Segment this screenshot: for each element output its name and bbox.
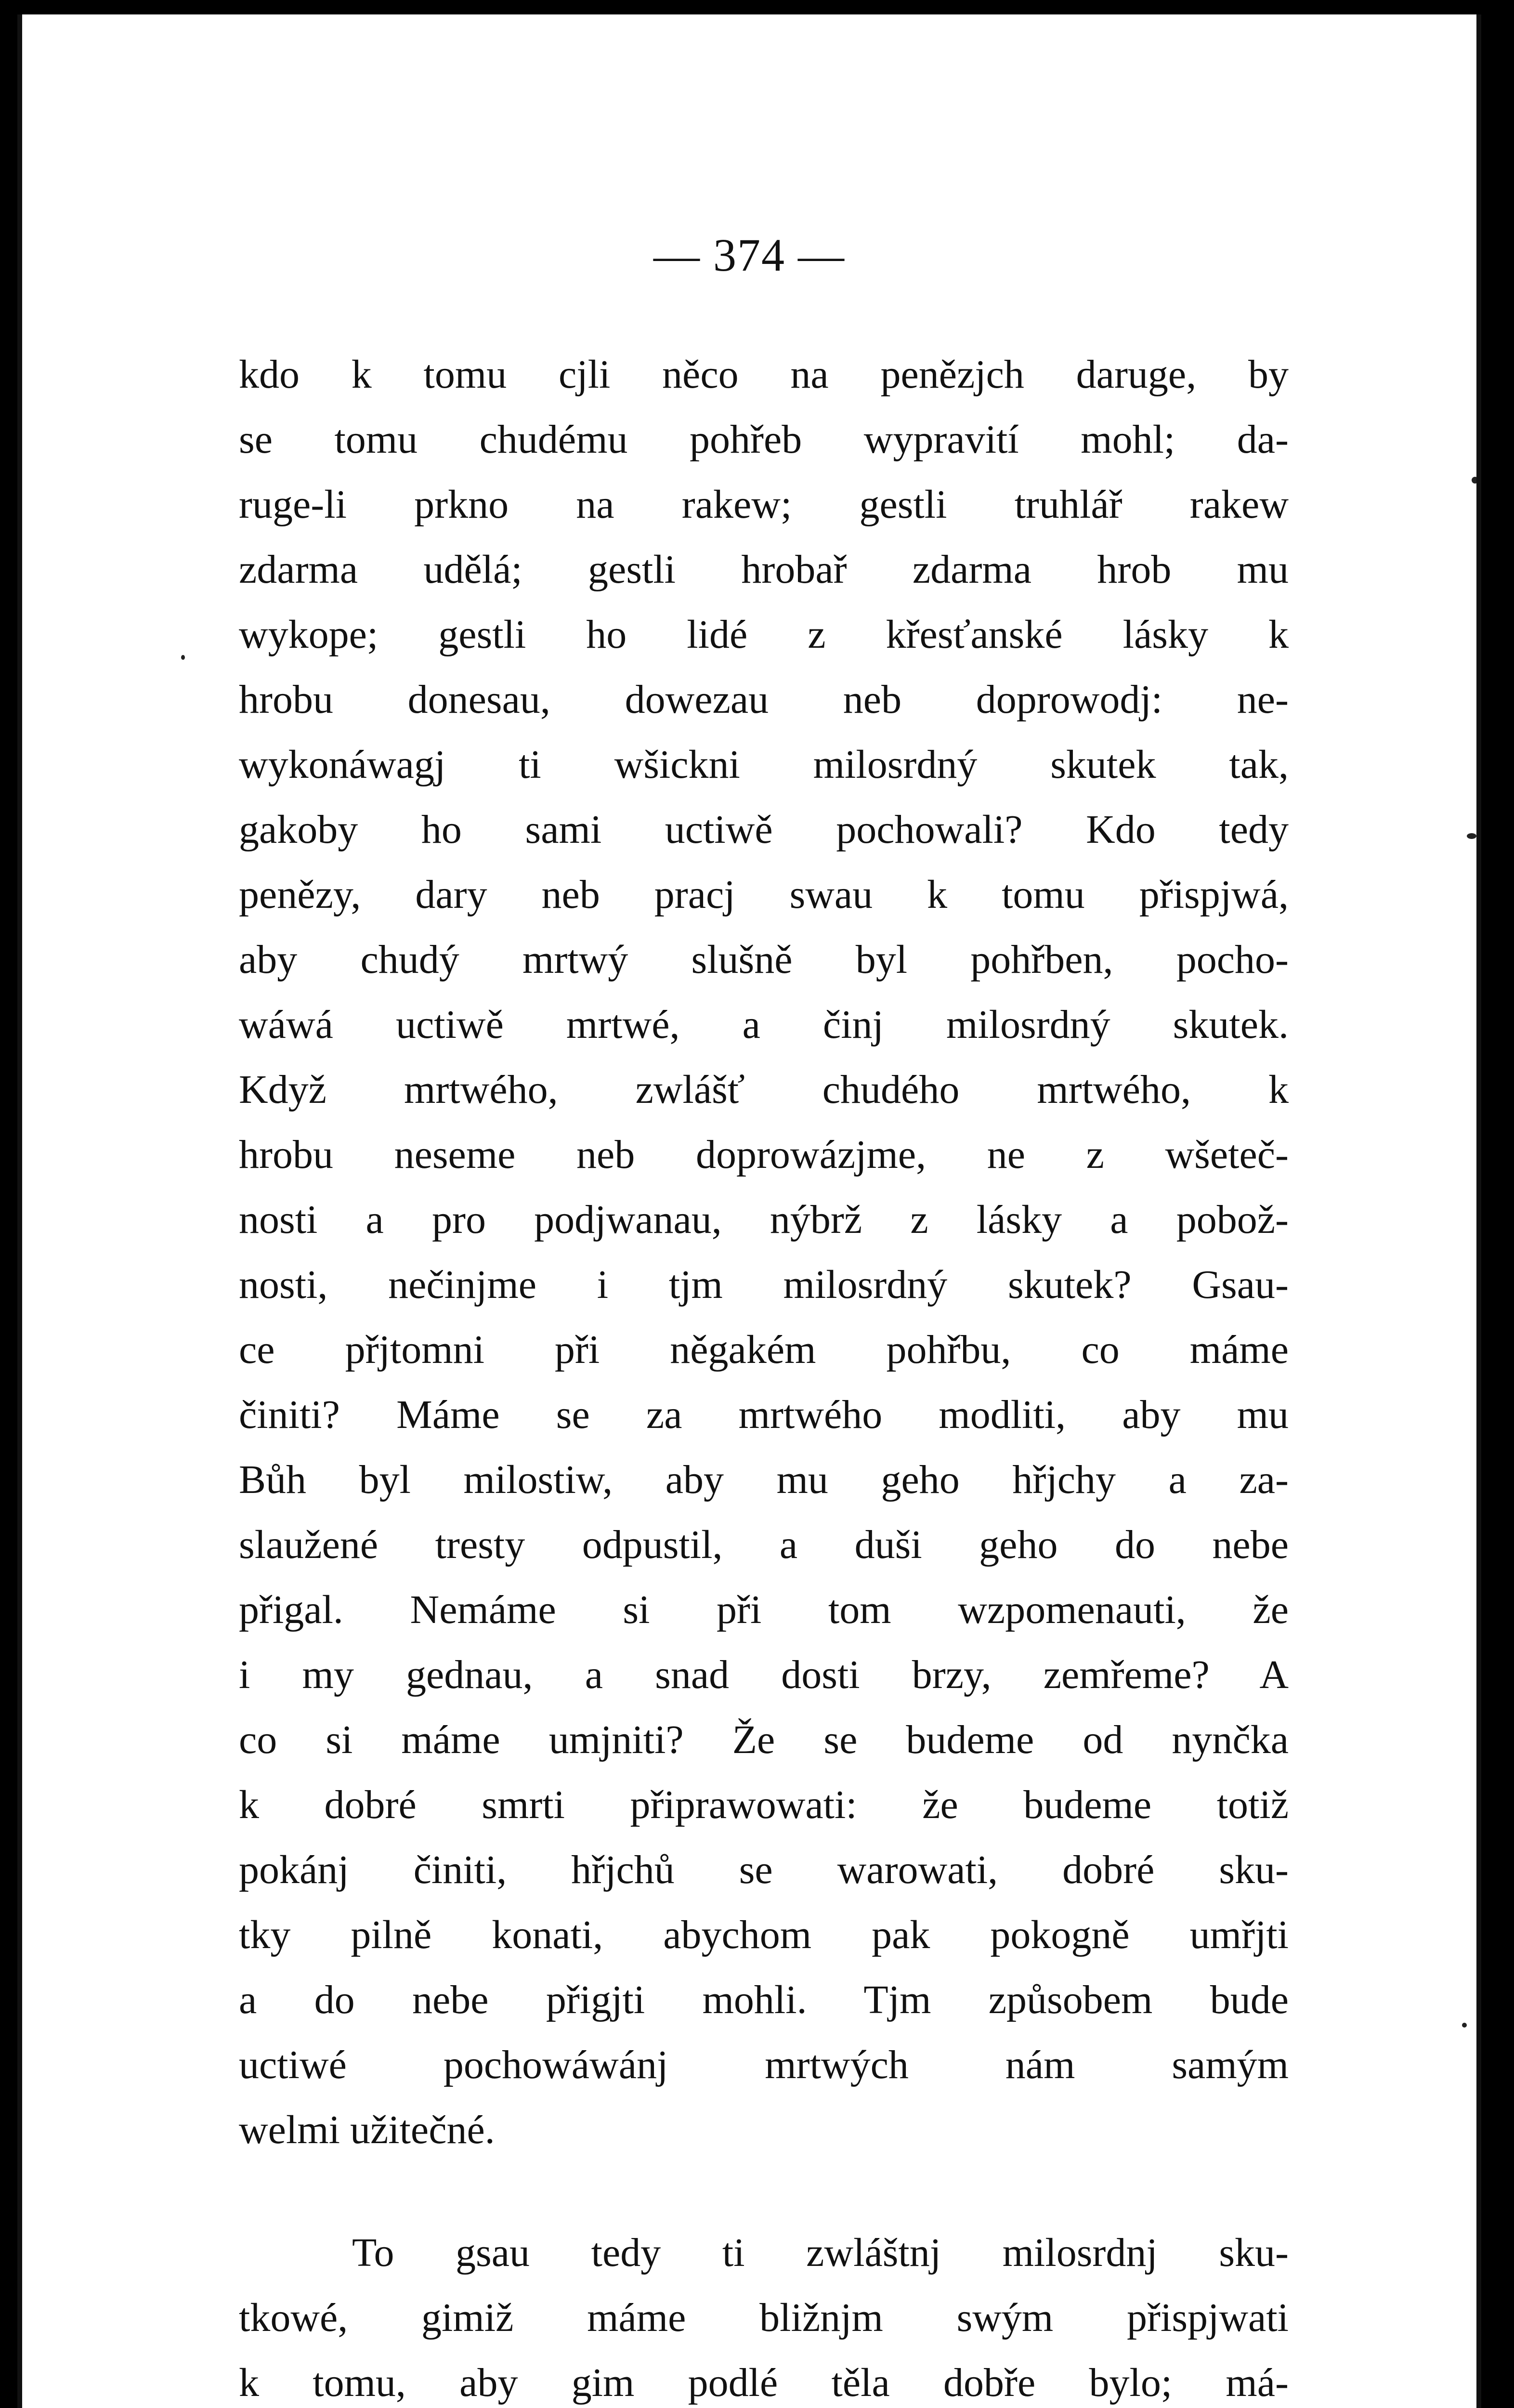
paragraph-gap xyxy=(239,2162,1289,2220)
text-line: ruge-li prkno na rakew; gestli truhlář rakew xyxy=(239,482,1289,527)
text-line: slaužené tresty odpustil, a duši geho do nebe xyxy=(239,1522,1289,1567)
text-line: welmi užitečné. xyxy=(239,2107,495,2152)
text-line: pokánj činiti, hřjchů se warowati, dobré sku- xyxy=(239,1847,1289,1892)
text-line: wáwá uctiwě mrtwé, a činj milosrdný skutek. xyxy=(239,1002,1289,1047)
text-line: co si máme umjniti? Že se budeme od nynčka xyxy=(239,1717,1289,1762)
paper-speck xyxy=(181,655,185,660)
text-line: zdarma udělá; gestli hrobař zdarma hrob mu xyxy=(239,547,1289,592)
text-line: aby chudý mrtwý slušně byl pohřben, pocho- xyxy=(239,937,1289,982)
text-line: činiti? Máme se za mrtwého modliti, aby mu xyxy=(239,1392,1289,1437)
text-line: k tomu, aby gim podlé těla dobře bylo; má- xyxy=(239,2360,1289,2405)
text-line: se tomu chudému pohřeb wypravití mohl; da- xyxy=(239,417,1289,462)
paragraph-2 xyxy=(239,2220,1289,2408)
paper-speck xyxy=(1462,2023,1467,2028)
text-line: hrobu neseme neb doprowázjme, ne z wšeteč- xyxy=(239,1132,1289,1177)
text-line: gakoby ho sami uctiwě pochowali? Kdo tedy xyxy=(239,807,1289,852)
paper-speck xyxy=(1467,833,1476,839)
text-line: nosti a pro podjwanau, nýbrž z lásky a pobož- xyxy=(239,1197,1289,1242)
text-line: wykonáwagj ti wšickni milosrdný skutek tak, xyxy=(239,742,1289,787)
text-line: a do nebe přigjti mohli. Tjm způsobem bude xyxy=(239,1977,1289,2022)
paper-speck xyxy=(1472,477,1478,484)
text-line: wykope; gestli ho lidé z křesťanské lásky k xyxy=(239,612,1289,657)
text-line: nosti, nečinjme i tjm milosrdný skutek? Gsau- xyxy=(239,1262,1289,1307)
text-line: hrobu donesau, dowezau neb doprowodj: ne- xyxy=(239,677,1289,722)
text-line: k dobré smrti připrawowati: že budeme totiž xyxy=(239,1782,1289,1827)
text-line: tkowé, gimiž máme bližnjm swým přispjwati xyxy=(239,2295,1289,2340)
text-line: tky pilně konati, abychom pak pokogně umřjti xyxy=(239,1912,1289,1957)
text-line: kdo k tomu cjli něco na penězjch daruge, by xyxy=(239,352,1289,397)
text-line: přigal. Nemáme si při tom wzpomenauti, že xyxy=(239,1587,1289,1632)
text-line: uctiwé pochowáwánj mrtwých nám samým xyxy=(239,2042,1289,2087)
book-page xyxy=(17,14,1481,2408)
body-text xyxy=(239,342,1289,2408)
text-line: i my gednau, a snad dosti brzy, zemřeme? A xyxy=(239,1652,1289,1697)
text-line: To gsau tedy ti zwláštnj milosrdnj sku- xyxy=(352,2230,1289,2275)
text-line: ce přjtomni při něgakém pohřbu, co máme xyxy=(239,1327,1289,1372)
paragraph-1 xyxy=(239,342,1289,2162)
text-line: Když mrtwého, zwlášť chudého mrtwého, k xyxy=(239,1067,1289,1112)
page-number: — 374 — xyxy=(653,229,845,281)
text-line: Bůh byl milostiw, aby mu geho hřjchy a za- xyxy=(239,1457,1289,1502)
text-line: penězy, dary neb pracj swau k tomu přispjwá, xyxy=(239,872,1289,917)
